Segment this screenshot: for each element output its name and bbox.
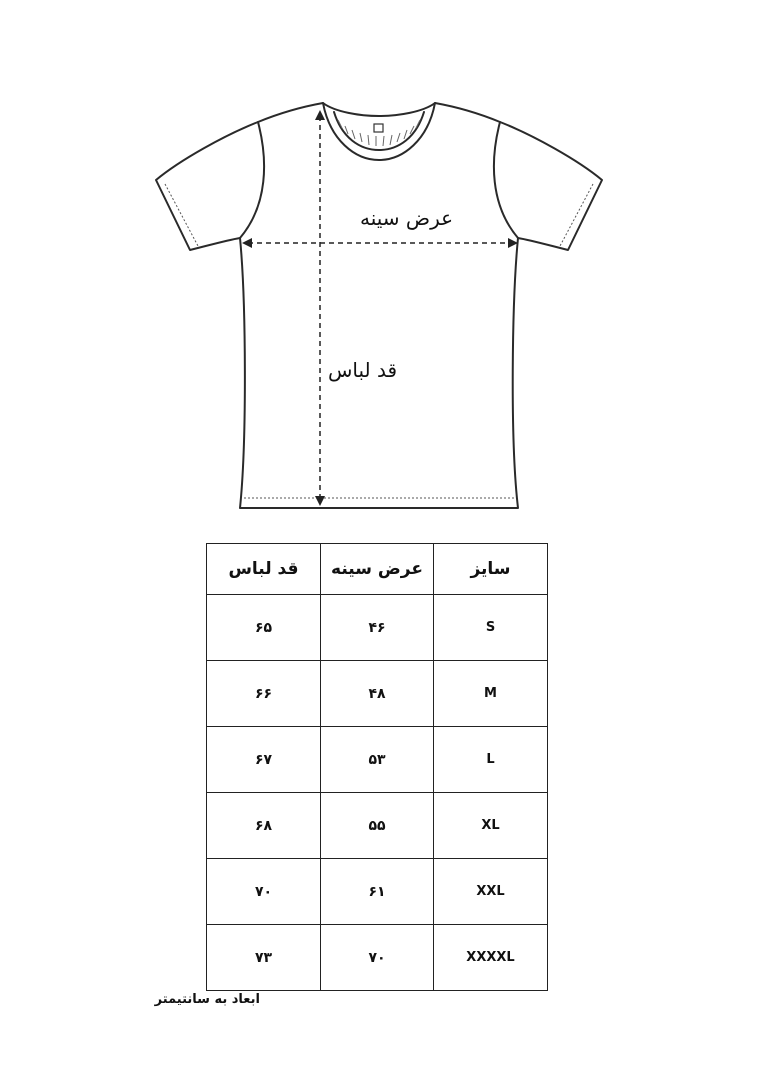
chest-cell: ۶۱ <box>321 859 434 925</box>
tshirt-outline-icon <box>0 0 764 520</box>
chest-cell: ۵۵ <box>321 793 434 859</box>
size-cell: XL <box>434 793 548 859</box>
chest-cell: ۵۳ <box>321 727 434 793</box>
size-chart-table <box>206 543 548 991</box>
length-cell: ۷۰ <box>207 859 321 925</box>
length-cell: ۶۷ <box>207 727 321 793</box>
size-cell: M <box>434 661 548 727</box>
length-cell: ۷۳ <box>207 925 321 991</box>
length-cell: ۶۶ <box>207 661 321 727</box>
length-cell: ۶۸ <box>207 793 321 859</box>
table-row <box>207 661 548 727</box>
chest-cell: ۷۰ <box>321 925 434 991</box>
table-header-row <box>207 544 548 595</box>
length-cell: ۶۵ <box>207 595 321 661</box>
tshirt-diagram <box>0 0 764 520</box>
size-cell: L <box>434 727 548 793</box>
table-row <box>207 727 548 793</box>
table-row <box>207 925 548 991</box>
table-row <box>207 859 548 925</box>
table-row <box>207 595 548 661</box>
header-size: سایز <box>434 544 548 595</box>
units-note: ابعاد به سانتیمتر <box>154 992 260 1007</box>
size-cell: XXL <box>434 859 548 925</box>
size-cell: XXXXL <box>434 925 548 991</box>
header-chest-width: عرض سینه <box>321 544 434 595</box>
chest-width-label: عرض سینه <box>360 206 454 230</box>
chest-cell: ۴۸ <box>321 661 434 727</box>
table-row <box>207 793 548 859</box>
chest-cell: ۴۶ <box>321 595 434 661</box>
size-cell: S <box>434 595 548 661</box>
garment-length-label: قد لباس <box>328 358 398 382</box>
header-length: قد لباس <box>207 544 321 595</box>
